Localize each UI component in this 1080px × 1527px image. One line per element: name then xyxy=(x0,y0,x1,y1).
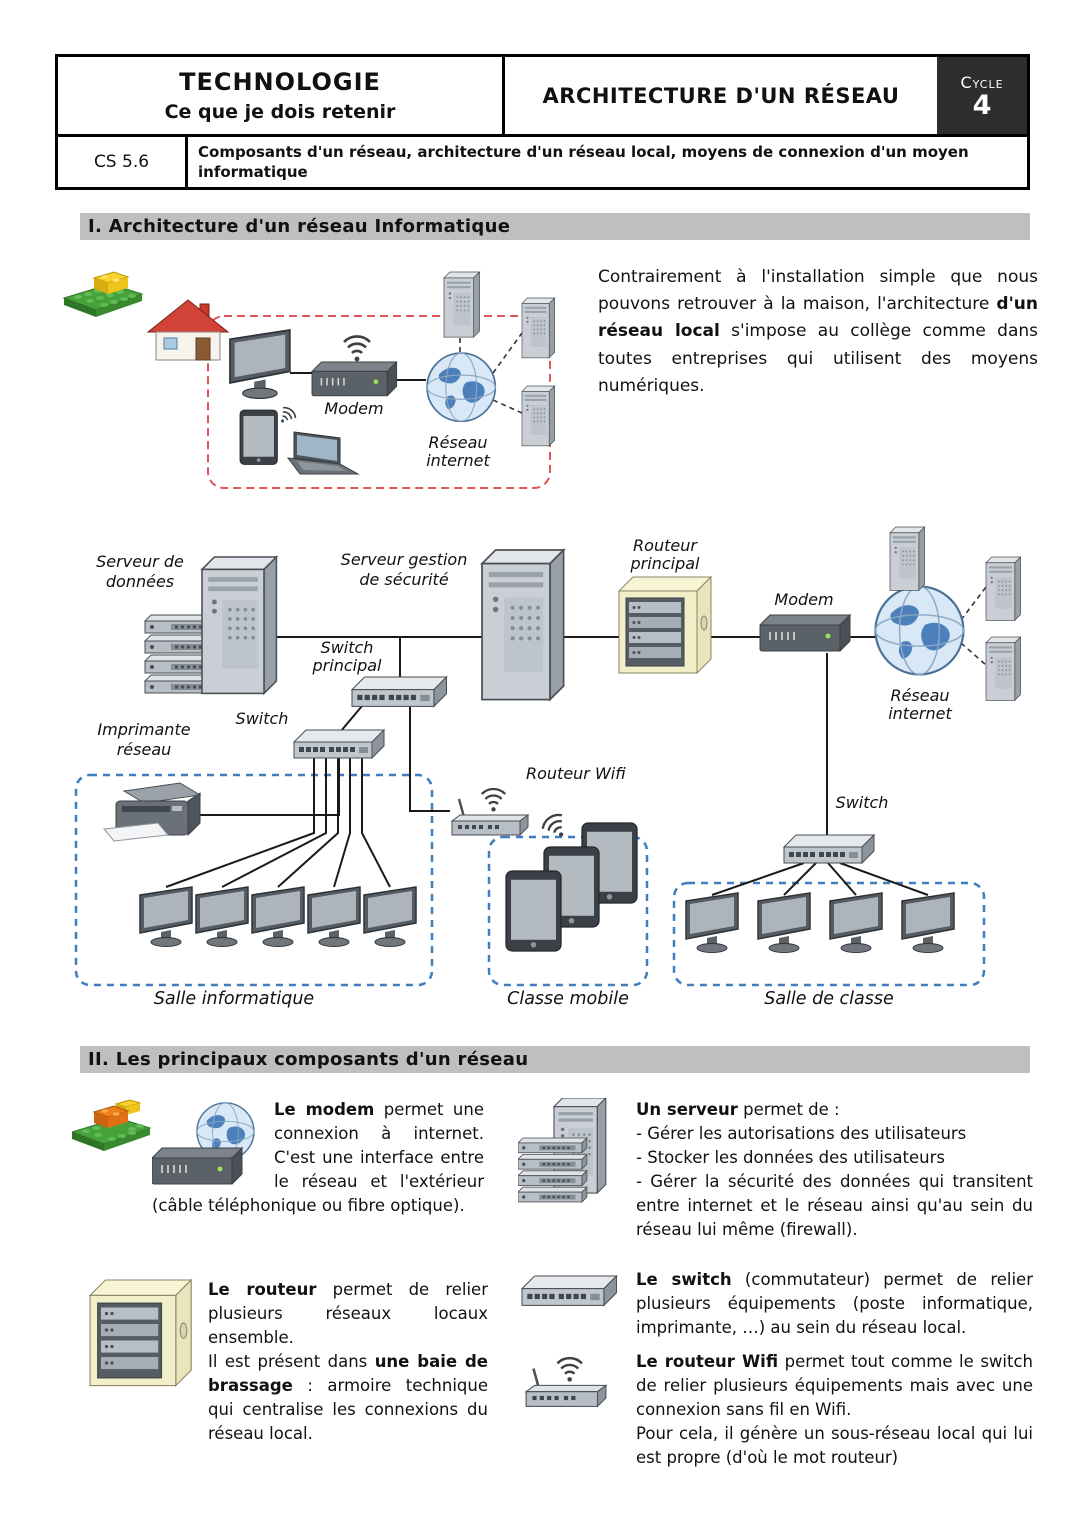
modem-label: Modem xyxy=(774,590,834,609)
wifi-router-body-1: permet tout comme le switch de relier plusieurs équipements mais avec une connexion sans fil en Wifi. xyxy=(636,1352,1033,1419)
intro-paragraph xyxy=(598,264,1038,400)
data-server-tower-icon xyxy=(202,557,276,693)
router-term: Le routeur xyxy=(208,1280,317,1299)
wifi-router-body-2: Pour cela, il génère un sous-réseau local qui lui est propre (d'où le mot routeur) xyxy=(636,1423,1033,1467)
left-switch-label: Switch xyxy=(235,709,289,728)
main-switch-label-1: Switch xyxy=(320,638,374,657)
router-definition xyxy=(88,1278,488,1445)
header-row-1 xyxy=(58,57,1027,137)
school-network-diagram xyxy=(52,525,1032,1015)
switch-definition xyxy=(518,1268,1033,1340)
intro-paragraph-text: Contrairement à l'installation simple que nous pouvons retrouver à la maison, l'architecture xyxy=(598,267,1038,315)
main-router-label-1: Routeur xyxy=(633,536,697,555)
section1-title: I. Architecture d'un réseau Informatique xyxy=(88,216,511,237)
wifi-router-definition xyxy=(518,1350,1033,1470)
document-title: ARCHITECTURE D'UN RÉSEAU xyxy=(542,83,900,108)
remote-server-icon xyxy=(522,298,555,358)
server-bullet-1: - Gérer les autorisations des utilisateurs xyxy=(636,1123,967,1143)
desktop-monitor-icon xyxy=(230,330,290,398)
laptop-icon xyxy=(288,432,358,474)
wifi-router-icon xyxy=(518,1350,622,1410)
wifi-icon xyxy=(344,336,370,361)
main-switch-label-2: principal xyxy=(312,656,382,675)
internet-globe-icon xyxy=(427,353,495,421)
cycle-number: 4 xyxy=(972,89,992,121)
mobile-class-label: Classe mobile xyxy=(507,989,629,1009)
tablet-icon xyxy=(506,871,561,951)
computer-room-monitor-icon xyxy=(308,887,360,947)
data-server-label-2: données xyxy=(105,572,175,591)
switch-text xyxy=(636,1268,1033,1340)
classroom-monitor-icon xyxy=(686,893,738,953)
internet-label-2: internet xyxy=(888,704,952,723)
network-printer-icon xyxy=(104,783,200,841)
remote-server-icon xyxy=(986,557,1021,620)
wifi-router-term: Le routeur Wifi xyxy=(636,1352,779,1371)
main-router-label-2: principal xyxy=(630,554,700,573)
cycle-label: Cycle xyxy=(960,72,1004,92)
computer-room-label: Salle informatique xyxy=(153,989,315,1009)
intro-paragraph-bold: d'un réseau local xyxy=(598,294,1038,342)
lego-bricks xyxy=(72,1100,150,1151)
printer-label-2: réseau xyxy=(116,740,172,759)
home-internet-label-2: internet xyxy=(426,451,490,470)
computer-room-monitor-icon xyxy=(140,887,192,947)
server-term: Un serveur xyxy=(636,1100,738,1119)
house-icon xyxy=(148,300,228,360)
intro-paragraph-text: s'impose au collège comme dans toutes entreprises qui utilisent des moyens numériques. xyxy=(598,321,1039,396)
server-bullet-3: - Gérer la sécurité des données qui transitent entre internet et le réseau ainsi qu'au sein du réseau lui même (firewall). xyxy=(636,1171,1033,1239)
wifi-router-label: Routeur Wifi xyxy=(526,764,626,783)
modem-globe-icon xyxy=(152,1102,264,1188)
main-switch-icon xyxy=(352,677,447,706)
router-body-3: : armoire technique qui centralise les connexions du réseau local. xyxy=(208,1375,488,1443)
classroom-label: Salle de classe xyxy=(764,989,894,1009)
server-body: permet de : xyxy=(737,1100,840,1119)
modem-body: permet une connexion à internet. C'est une interface entre le réseau et l'extérieur (câble téléphonique ou fibre optique). xyxy=(152,1100,484,1215)
right-switch-label: Switch xyxy=(835,793,889,812)
modem-definition xyxy=(152,1098,484,1218)
router-body-2: Il est présent dans xyxy=(208,1351,375,1371)
remote-server-icon xyxy=(522,386,555,446)
internet-label-1: Réseau xyxy=(890,686,950,705)
competency-code: CS 5.6 xyxy=(58,137,188,187)
home-modem-label: Modem xyxy=(324,399,384,418)
main-router-cabinet-icon xyxy=(619,577,711,673)
switch-icon xyxy=(518,1268,622,1314)
lego-icon-2 xyxy=(72,1098,154,1156)
modem-icon xyxy=(760,615,850,651)
computer-room-monitor-icon xyxy=(252,887,304,947)
right-switch-icon xyxy=(784,835,874,863)
header-subject-cell xyxy=(58,57,505,134)
classroom-monitor-icon xyxy=(902,893,954,953)
computer-room-monitor-icon xyxy=(364,887,416,947)
home-modem-icon xyxy=(312,362,397,396)
home-internet-label-1: Réseau xyxy=(428,433,488,452)
router-term-2: une baie de brassage xyxy=(208,1351,488,1395)
classroom-monitor-icon xyxy=(830,893,882,953)
remote-server-icon xyxy=(890,527,925,590)
security-server-label-2: de sécurité xyxy=(359,570,449,589)
data-server-label-1: Serveur de xyxy=(96,552,184,571)
competency-description: Composants d'un réseau, architecture d'un réseau local, moyens de connexion d'un moyen informatique xyxy=(198,142,969,181)
retain-subtitle: Ce que je dois retenir xyxy=(164,101,396,123)
server-icon xyxy=(518,1098,622,1208)
header-row-2 xyxy=(58,137,1027,187)
smartphone-icon xyxy=(240,410,277,464)
router-text xyxy=(208,1278,488,1445)
switch-body: (commutateur) permet de relier plusieurs équipements (poste informatique, imprimante, …) au sein du réseau local. xyxy=(636,1270,1033,1337)
internet-globe-icon xyxy=(875,586,963,674)
subject-title: TECHNOLOGIE xyxy=(179,68,381,96)
cycle-badge xyxy=(937,57,1027,134)
modem-term: Le modem xyxy=(274,1100,375,1119)
header xyxy=(55,54,1030,190)
server-bullet-2: - Stocker les données des utilisateurs xyxy=(636,1147,945,1167)
server-text xyxy=(636,1098,1033,1242)
rack-cabinet-icon xyxy=(88,1278,194,1390)
lego-icon xyxy=(64,272,142,317)
wifi-router-text xyxy=(636,1350,1033,1470)
home-network-diagram xyxy=(60,258,600,505)
section1-title-bar xyxy=(80,213,1030,240)
remote-server-icon xyxy=(986,637,1021,700)
remote-server-icon xyxy=(444,272,480,337)
section2-title-bar xyxy=(80,1046,1030,1073)
printer-label-1: Imprimante xyxy=(97,720,191,739)
switch-term: Le switch xyxy=(636,1270,732,1289)
security-server-label-1: Serveur gestion xyxy=(340,550,468,569)
left-switch-icon xyxy=(294,730,384,758)
security-server-icon xyxy=(482,550,564,700)
router-body-1: permet de relier plusieurs réseaux locaux ensemble. xyxy=(208,1280,488,1347)
section2-title: II. Les principaux composants d'un réseau xyxy=(88,1049,529,1070)
computer-room-monitor-icon xyxy=(196,887,248,947)
server-definition xyxy=(518,1098,1033,1242)
wifi-icon-small xyxy=(275,405,297,427)
classroom-monitor-icon xyxy=(758,893,810,953)
wifi-router-icon xyxy=(452,789,528,835)
